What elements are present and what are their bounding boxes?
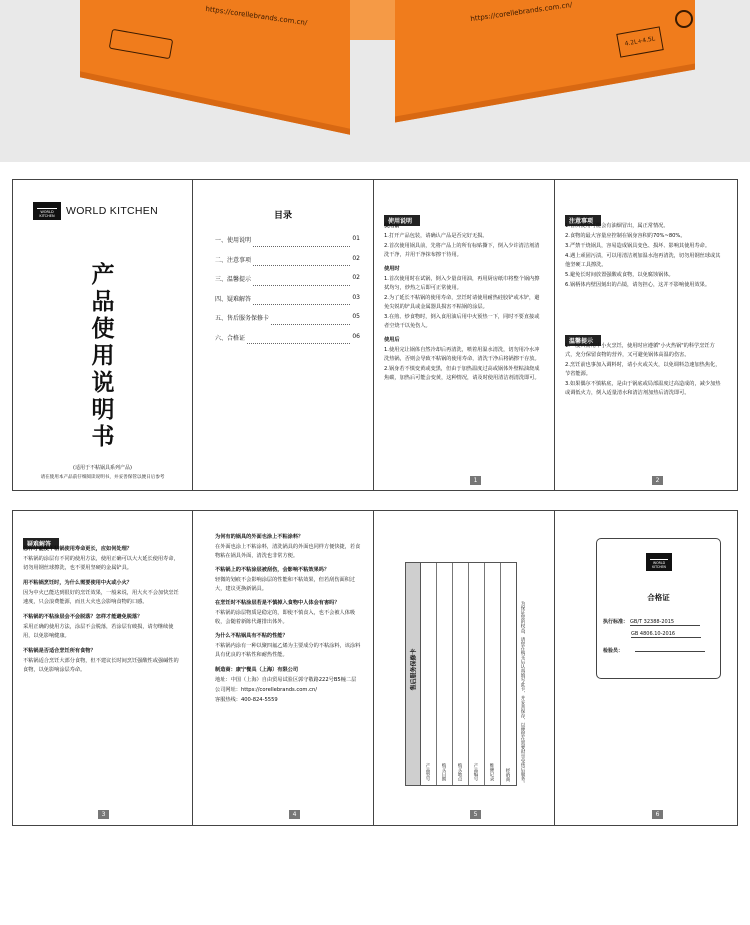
cover-note-1: (适用于不粘锅具系列产品) <box>73 465 132 471</box>
faq-body: 怎样才能使不粘锅使用寿命更长，应如何处理？ 不粘锅的涂层有不同的使用方法，使用正确可以大大延长使用寿命，切勿用钢丝球擦洗，也不要用坚硬的金属铲具。 用不粘锅烹饪时，为什么需要使用中火或小火？ 因为中火已能达到很好的烹饪效果，一般来说，用大火不会加快烹饪速度，只会浪费能源，而且大火也会影响食物的口感。 不粘锅的不粘涂层会不会脱落？怎样才能避免脱落？ 采用正确的使用方法，涂层不会脱落，若涂层有破损，请勿继续使用，以免影响健康。 不粘锅是否适合烹饪所有食物？ 不粘锅适合烹饪大部分食物，但不建议长时间烹饪强酸性或强碱性的食物，以免影响涂层寿命。 <box>23 546 179 673</box>
brand-name: WORLD KITCHEN <box>66 205 158 217</box>
company-website[interactable]: 公司网址：https://corellebrands.com.cn/ <box>215 687 317 693</box>
cover-title-char: 说 <box>91 370 115 396</box>
manual-strip-top <box>12 179 738 491</box>
box-url-right: https://corellebrands.com.cn/ <box>469 0 573 24</box>
logo-text: WORLD KITCHEN <box>39 210 55 218</box>
cover-title-char: 用 <box>91 343 115 369</box>
cert-logo: WORLD KITCHEN <box>646 553 672 571</box>
cover-title-char: 品 <box>91 289 115 315</box>
page-number: 3 <box>98 810 109 819</box>
page-number: 5 <box>470 810 481 819</box>
box-right-face <box>395 0 695 122</box>
page-number: 2 <box>652 476 663 485</box>
company-hotline: 客服热线：400-824-5559 <box>215 697 278 703</box>
cover-title-char: 书 <box>91 424 115 450</box>
section-tag-usage: 使用说明 <box>384 215 420 226</box>
certificate-card <box>596 538 721 679</box>
toc-item[interactable]: 六、合格证 06 <box>215 333 360 353</box>
cover-title-char: 明 <box>91 397 115 423</box>
tips-list: 1.一般只需用中小火烹饪，使用时应遵循"小火热锅"的科学烹饪方式，充分保留食物的营养，又可避免锅体高温的伤害。 2.烹饪前也事加入调料时，请小火或关火，以免调料急速加热焦化，节省能源。 3.如果偶尔不慎粘底，是由于锅底或局部温度过高造成的，减少加热或调低火力，倒入适量清水和清洁剂加热后清洗即可。 <box>565 343 721 396</box>
page-number: 6 <box>652 810 663 819</box>
faq2-panel <box>193 511 373 825</box>
page-number: 1 <box>470 476 481 485</box>
cover-title <box>85 262 121 451</box>
cert-inspector-row: 检验员： <box>603 645 705 654</box>
pan-icon <box>675 10 693 28</box>
toc-title: 目录 <box>273 211 292 221</box>
warranty-column[interactable]: 购买日期 <box>437 563 453 785</box>
inspector-field[interactable] <box>635 645 705 652</box>
cert-standard-row-2: GB 4806.10-2016 <box>631 631 701 638</box>
box-url-left: https://corellebrands.com.cn/ <box>204 4 308 28</box>
product-box-photo <box>0 0 750 162</box>
page-number: 4 <box>289 810 300 819</box>
warranty-column[interactable]: 购买地点 <box>453 563 469 785</box>
faq2-body: 为何有的锅具的外面也涂上不粘涂料？ 在外面也涂上不粘涂料，清洗锅具的外面也同样方便快捷，若食物粘在锅具外面，清洗也非常方便。 不粘锅上的不粘涂层被刮伤，会影响不粘效果吗？ 轻微的划痕不会影响涂层的性能和不粘效果，但若刮伤面积过大，建议更换新锅具。 在烹饪时不粘涂层若是不慎掉入食物中人体会有害吗？ 不粘锅的涂层物质是稳定的，即使不慎食入，也不会被人体吸收，会随着新陈代谢排出体外。 为什么不粘锅具有不粘的性能？ 不粘锅内涂有一种以聚四氟乙烯为主要成分的不粘涂料，该涂料具有优良的不粘性和耐热性能。 制造商：康宁餐具（上海）有限公司 地址：中国（上海）自由贸易试验区郭守敬路222号B5幢二层 公司网址：https://corellebrands.com.cn/ 客服热线：400-824-5559 <box>215 533 365 706</box>
usage-panel <box>374 180 554 490</box>
toc-item[interactable]: 二、注意事项 02 <box>215 255 360 275</box>
toc-item[interactable]: 三、温馨提示 02 <box>215 274 360 294</box>
warranty-card <box>405 562 517 786</box>
toc-item[interactable]: 四、疑难解答 03 <box>215 294 360 314</box>
warranty-column[interactable]: 维修记录 <box>485 563 501 785</box>
manual-strip-bottom <box>12 510 738 826</box>
toc-item[interactable]: 五、售后服务保修卡 05 <box>215 313 360 333</box>
warranty-column[interactable]: 产品型号 <box>421 563 437 785</box>
logo-mark-icon <box>37 204 57 209</box>
box-capacity-badge: 4.2L+4.5L <box>616 26 663 57</box>
caution-panel <box>555 180 737 490</box>
warranty-column[interactable]: 经销商 <box>505 767 510 781</box>
section-tag-faq: 疑难解答 <box>23 538 59 549</box>
brand-logo <box>33 202 61 220</box>
warranty-columns <box>421 563 516 785</box>
logo-mark-icon <box>650 555 668 560</box>
cert-title: 合格证 <box>647 593 670 602</box>
section-tag-caution: 注意事项 <box>565 215 601 226</box>
cover-title-char: 产 <box>91 262 115 288</box>
company-name: 制造商：康宁餐具（上海）有限公司 <box>215 667 299 673</box>
certificate-panel <box>555 511 737 825</box>
toc-list <box>215 235 360 352</box>
cover-title-char: 使 <box>91 316 115 342</box>
cover-note-2: 请在使用本产品前仔细阅读说明书，并妥善保管以便日后参考 <box>40 475 165 480</box>
cover-panel <box>13 180 192 490</box>
usage-body: 使用前 1.打开产品包装，请确认产品是否完好无损。 2.首次使用锅具前，先将产品上的所有标贴撕下，倒入少许清洁剂清洗干净，并用干净抹布擦干待用。 使用时 1.首次使用时在试锅，倒入少量食用油，再用厨房纸巾将整个锅内擦拭均匀，炒热之后即可正常使用。 2.为了延长不粘锅的使用寿命，烹饪时请使用耐热硅胶铲或木铲，避免尖锐的铲具或金属器具损害不粘锅的涂层。 3.在煎、炒食物时，倒入食用油后用中火预热一下，同时不要直接或者空烧干以免伤人。 使用后 1.使用完让锅体自然冷却后再清洗，喷着用温水清洗，切勿用冷水冲洗热锅，否则会导致不粘锅的使用寿命，清洗干净后将锅擦干存放。 2.锅身若不慎变黄或变黑，但由于加热温度过高或锅体外壁粘油烧成焦碳，加热后可能会变黄，这种情况，请及时使用清洁剂清洗即可。 <box>384 223 540 381</box>
toc-panel <box>193 180 373 490</box>
caution-list: 1.首次使用可能会有油烟冒出，属正常情况。 2.食物的最大容量应控制在锅身容积的70%~80%。 3.严禁干烧锅具，容易造成锅具变色、损坏、影响其使用寿命。 4.遇上顽固污渍，可以用清洁剂加温水泡再清洗，切勿用钢丝球或其他坚硬工具擦洗。 5.避免长时间放置强酸或食物，以免腐蚀锅体。 6.锅柄体内壁因刻出的凸镜，请勿担心，这并不影响使用效果。 <box>565 223 721 288</box>
warranty-title: 售后服务保修卡 <box>410 648 418 691</box>
company-address: 地址：中国（上海）自由贸易试验区郭守敬路222号B5幢二层 <box>215 677 357 683</box>
warranty-panel <box>374 511 554 825</box>
warranty-note: 为保证您的权益，请您在购买后认真填写此卡，并妥善保存，以便您在需要时享受售后服务。 <box>520 601 525 786</box>
warranty-column[interactable]: 产品编号 <box>469 563 485 785</box>
box-top-face <box>350 0 400 40</box>
box-left-face <box>80 0 350 135</box>
warranty-title-band <box>406 563 421 785</box>
section-tag-tips: 温馨提示 <box>565 335 601 346</box>
faq-panel <box>13 511 192 825</box>
cert-standard-row: 执行标准： GB/T 32388-2015 <box>603 618 700 626</box>
toc-item[interactable]: 一、使用说明 01 <box>215 235 360 255</box>
